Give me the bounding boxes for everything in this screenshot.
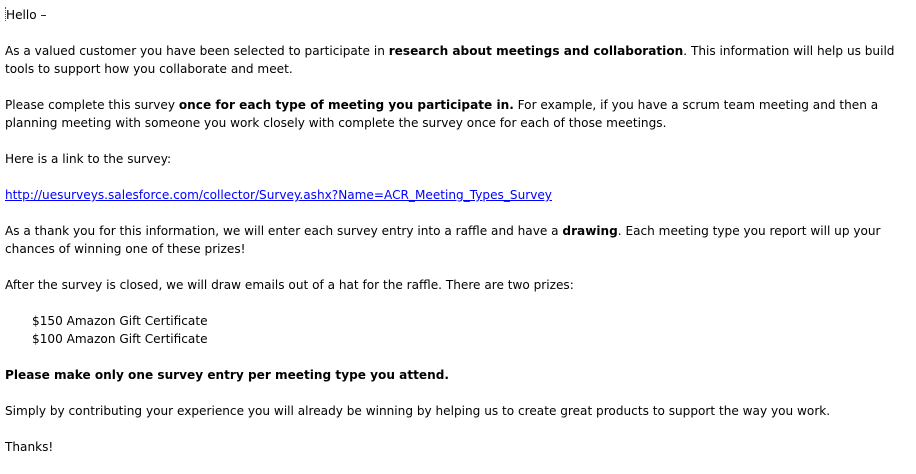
intro-paragraph: [5, 42, 911, 78]
link-intro-paragraph: Here is a link to the survey:: [5, 152, 172, 166]
intro-text-after: . This information will help us build tools to support how you collaborate and meet.: [5, 44, 895, 76]
raffle-text-bold: drawing: [562, 224, 618, 238]
instructions-paragraph: [5, 96, 911, 132]
instructions-text-bold: once for each type of meeting you participate in.: [178, 98, 514, 112]
one-entry-note: [5, 366, 911, 384]
survey-link-paragraph: [5, 186, 911, 204]
instructions-text-before: Please complete this survey: [5, 98, 179, 112]
one-entry-note-text: Please make only one survey entry per meeting type you attend.: [5, 368, 449, 382]
prize-item: $150 Amazon Gift Certificate: [32, 314, 208, 328]
survey-link[interactable]: http://uesurveys.salesforce.com/collector/Survey.ashx?Name=ACR_Meeting_Types_Survey: [5, 188, 552, 202]
greeting-text: Hello –: [6, 8, 47, 22]
prize-item: $100 Amazon Gift Certificate: [32, 332, 208, 346]
intro-text-bold: research about meetings and collaboration: [388, 44, 684, 58]
closing-paragraph: Simply by contributing your experience you will already be winning by helping us to create great products to support the way you work.: [5, 404, 831, 418]
raffle-paragraph: [5, 222, 911, 258]
intro-text-before: As a valued customer you have been selected to participate in: [5, 44, 389, 58]
prize-list: [5, 312, 911, 348]
raffle-text-after: . Each meeting type you report will up your chances of winning one of these prizes!: [5, 224, 881, 256]
instructions-text-after: For example, if you have a scrum team meeting and then a planning meeting with someone you work closely with complete the survey once for each of those meetings.: [5, 98, 879, 130]
raffle-text-before: As a thank you for this information, we will enter each survey entry into a raffle and have a: [5, 224, 563, 238]
signoff: Thanks!: [5, 440, 54, 454]
greeting-paragraph: [5, 6, 911, 24]
prizes-intro-paragraph: After the survey is closed, we will draw emails out of a hat for the raffle. There are two prizes:: [5, 278, 574, 292]
email-body: [5, 6, 911, 456]
